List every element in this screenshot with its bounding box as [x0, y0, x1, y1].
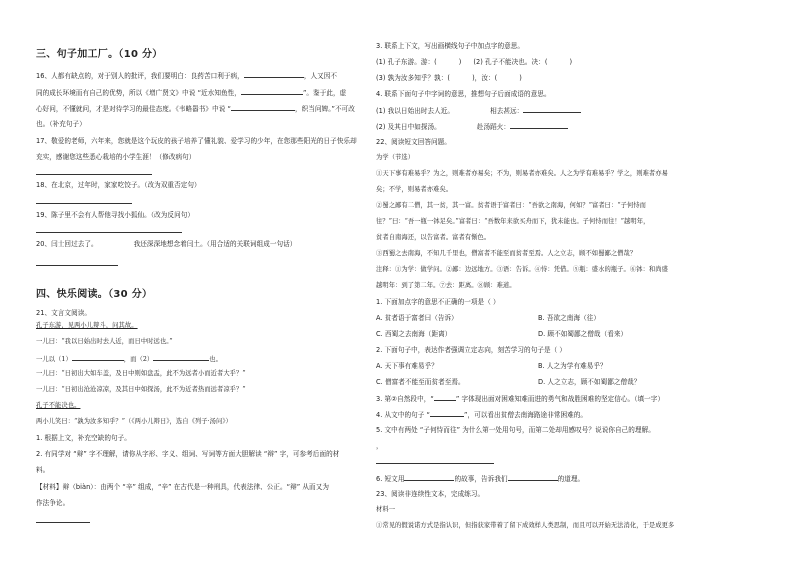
wyw-blank-2[interactable] — [153, 354, 209, 361]
r3-title: 3. 联系上下文，写出画横线句子中加点字的意思。 — [376, 42, 525, 50]
q21-1: 1. 根据上文，补充空缺的句子。 — [36, 434, 131, 442]
wyw-line-5: 一儿曰：“日初出沧沧凉凉，及其日中如探汤，此不为近者热而远者凉乎？” — [36, 386, 246, 393]
passage-line-5: 贫者自南海还，以告富者。富者有惭色。 — [376, 234, 491, 241]
r22-q2-opt-d[interactable]: D. 人之立志，顾不如蜀鄙之僧哉？ — [538, 378, 641, 386]
r4-blank-2[interactable] — [510, 122, 568, 129]
r4-title: 4. 联系下面句子中字词的意思，推想句子后面成语的意思。 — [376, 90, 551, 98]
q16-line-3: 心好问，不懂就问，才是对待学习的最佳态度。《韦略嚣书》中说 “ ，织当问婢。”不可改 — [36, 105, 355, 113]
r22-q1-opt-a[interactable]: A. 贫者语于富者曰（告诉） — [376, 314, 458, 322]
q17-line-1: 17、敬爱的老师，六年来，您就是这个玩皮的孩子培养了懂礼貌、爱学习的少年，在您那些阳光的日子快乐却 — [36, 137, 357, 145]
r22-q1: 1. 下面加点字的意思不正确的一项是（ ） — [376, 298, 500, 306]
r22-q1-opt-b[interactable]: B. 吾欲之南海（往） — [538, 314, 601, 322]
left-column — [36, 0, 376, 562]
material-line-1: 【材料】辩（biàn）：由两个 “辛” 组成，“辛” 在古代是一种刑具，代表法律、公正。“辩” 从而又为 — [36, 483, 329, 491]
r3-line-2: (3) 孰为汝多知乎？孰：( )，汝：( ) — [376, 74, 522, 82]
notes-line-1: 注释：①为学：做学问。②鄙：边远地方。③语：告诉。④恃：凭借。⑤瓶：盛水的瓶子。⑥钵：和尚盛 — [376, 266, 668, 273]
section-3-title: 三、句子加工厂。（10 分） — [36, 49, 163, 60]
passage-line-1: ①天下事有难易乎？为之，则难者亦易矣；不为，则易者亦难矣。人之为学有难易乎？学之，则难者亦易 — [376, 170, 668, 177]
r22-passage-title: 为学（节选） — [376, 154, 415, 161]
wyw-line-3: 一儿以（1） ，而（2） 也。 — [36, 356, 222, 363]
r22-q5-line-2: ， — [376, 442, 383, 450]
q16-blank-1[interactable] — [244, 71, 304, 78]
q16-line-4: 也。（补充句子） — [36, 120, 86, 128]
r4-line-1: (1) 我以日始出时去人近。 相去甚远： — [376, 106, 581, 115]
q18-answer-line[interactable] — [36, 203, 132, 204]
q20-answer-line[interactable] — [36, 265, 118, 266]
r23-material-label: 材料一 — [376, 506, 396, 513]
q20-line: 20、闫士回过去了。 我还深深地想念着闫土。（用合适的关联词组成一句话） — [36, 240, 297, 248]
wyw-line-1: 孔子东游，见两小儿辩斗，问其故。 — [36, 322, 138, 329]
q18-text: 18、在北京，过年时，家家吃饺子。（改为双重否定句） — [36, 181, 201, 189]
wyw-line-7: 两小儿笑曰：“孰为汝多知乎？”（《两小儿辩日》，选自《列子·汤问》） — [36, 418, 232, 425]
q17-answer-line[interactable] — [36, 174, 152, 175]
r3-line-1: (1) 孔子东游。游：( ) (2) 孔子不能决也。决：( ) — [376, 58, 573, 66]
q16-line-2: 同的成长环境而有自己的优势，所以《增广贤文》中说 “近水知鱼性， ”。鉴于此，虚 — [36, 89, 347, 97]
r22-q1-opt-c[interactable]: C. 西蜀之去南海（距离） — [376, 330, 452, 338]
r23-text: ①常见的假说诺方式是指认识，但指获家带着了留下成效样人类思制，而且可以开始无法消化，于是成更多 — [376, 522, 675, 529]
q21-2-line-2: 料。 — [36, 466, 50, 474]
q16-blank-3[interactable] — [231, 104, 295, 111]
section-4-title: 四、快乐阅读。（30 分） — [36, 289, 153, 300]
r22-q2-opt-a[interactable]: A. 天下事有难易乎？ — [376, 362, 438, 370]
passage-line-4: 往？”曰：“吾一瓶一钵足矣。”富者曰：“吾数年来欲买舟而下，犹未能也。子何恃而往！”越明年， — [376, 218, 650, 225]
r22-q6-blank-2[interactable] — [508, 474, 558, 481]
r22-q1-opt-d[interactable]: D. 顾不如蜀鄙之僧哉（看来） — [538, 330, 628, 338]
r22-q2-opt-b[interactable]: B. 人之为学有难易乎？ — [538, 362, 607, 370]
wyw-line-2: 一儿曰：“我以日始出时去人近，而日中时远也。” — [36, 338, 173, 345]
q21-2-line-1: 2. 有同学对 “辩” 字不理解，请你从字形、字义、组词、写词等方面大胆解读 “辩” 字，可参考后面的材 — [36, 450, 340, 458]
r23-title: 23、阅读非连续性文本，完成练习。 — [376, 490, 485, 498]
wyw-blank-1[interactable] — [72, 354, 124, 361]
r22-q3: 3. 第②自然段中，“ ” 字体现出面对困难知难而进的勇气和战胜困难的坚定信心。（填一字） — [376, 395, 665, 403]
q17-line-2: 充实，感谢您这些悉心栽培的小学生涯！（修改病句） — [36, 153, 196, 161]
q21-label: 21、文言文阅读。 — [36, 309, 91, 317]
right-column — [376, 0, 766, 562]
r4-blank-1[interactable] — [523, 106, 581, 113]
q16-blank-2[interactable] — [241, 88, 303, 95]
r22-q2: 2. 下面句子中，表达作者强调立定志向，刻苦学习的句子是（ ） — [376, 346, 567, 354]
r22-q4: 4. 从文中的句子 “ ”，可以看出贫僧去南海路途非常困难的。 — [376, 411, 588, 419]
q19-answer-line[interactable] — [36, 232, 182, 233]
passage-line-6: ③西蜀之去南海，不知几千里也，僧富者不能至而贫者至焉。人之立志，顾不如蜀鄙之僧哉？ — [376, 250, 637, 257]
r22-q5-answer-line[interactable] — [376, 463, 494, 464]
q21-answer-line[interactable] — [36, 522, 90, 523]
wyw-line-6: 孔子不能决也。 — [36, 402, 81, 409]
r22-title: 22、阅读短文回答问题。 — [376, 138, 451, 146]
notes-line-2: 越明年：到了第二年。⑦去：距离。⑧顾：难道。 — [376, 282, 516, 289]
material-line-2: 作法争论。 — [36, 499, 70, 507]
r22-q3-blank[interactable] — [434, 394, 456, 401]
r22-q4-blank[interactable] — [430, 410, 464, 417]
r22-q6-blank-1[interactable] — [404, 474, 454, 481]
r4-line-2: (2) 及其日中如探汤。 赴汤蹈火： — [376, 122, 568, 131]
passage-line-2: 矣；不学，则易者亦难矣。 — [376, 186, 453, 193]
r22-q6: 6. 短文用 的故事，告诉我们 的道理。 — [376, 475, 585, 483]
wyw-line-4: 一儿曰：“日初出大如车盖，及日中则如盘盂，此不为远者小而近者大乎？” — [36, 370, 246, 377]
q16-line-1: 16、人都有缺点的，对于别人的批评，我们要明白：良药苦口利于病， ，人又因不 — [36, 72, 338, 80]
r22-q2-opt-c[interactable]: C. 僧富者不能至而贫者至焉。 — [376, 378, 465, 386]
r22-q5-line-1: 5. 文中有两处 “子何恃而往” 为什么第一处用句号，而第二处却用感叹号？说说你自己的理解。 — [376, 426, 655, 434]
q19-text: 19、陈子里不会有人帮他寻找小狐仙。（改为反问句） — [36, 211, 194, 219]
passage-line-3: ②蜀之鄙有二僧，其一贫，其一富。贫者语于富者曰：“吾欲之南海，何如？”富者曰：“子何恃而 — [376, 202, 647, 209]
